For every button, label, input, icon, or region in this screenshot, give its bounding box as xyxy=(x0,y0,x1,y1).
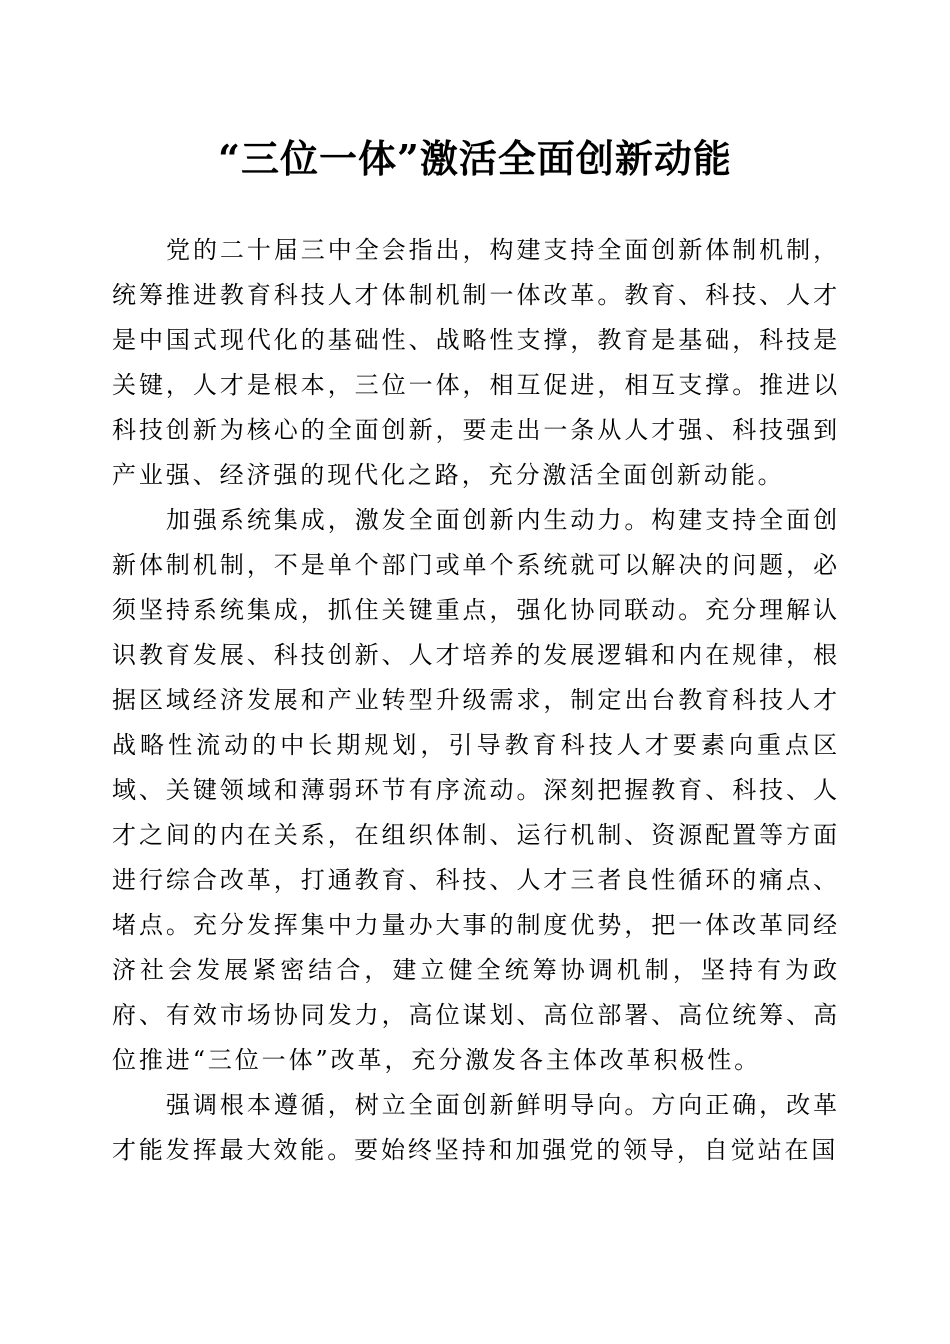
paragraph: 加强系统集成，激发全面创新内生动力。构建支持全面创新体制机制，不是单个部门或单个系统就可以解决的问题，必须坚持系统集成，抓住关键重点，强化协同联动。充分理解认识教育发展、科技创新、人才培养的发展逻辑和内在规律，根据区域经济发展和产业转型升级需求，制定出台教育科技人才战略性流动的中长期规划，引导教育科技人才要素向重点区域、关键领域和薄弱环节有序流动。深刻把握教育、科技、人才之间的内在关系，在组织体制、运行机制、资源配置等方面进行综合改革，打通教育、科技、人才三者良性循环的痛点、堵点。充分发挥集中力量办大事的制度优势，把一体改革同经济社会发展紧密结合，建立健全统筹协调机制，坚持有为政府、有效市场协同发力，高位谋划、高位部署、高位统筹、高位推进“三位一体”改革，充分激发各主体改革积极性。 xyxy=(112,506,840,1074)
document-body xyxy=(112,228,840,1173)
paragraph: 强调根本遵循，树立全面创新鲜明导向。方向正确，改革才能发挥最大效能。要始终坚持和加强党的领导，自觉站在国 xyxy=(112,1091,840,1164)
document-title: “三位一体”激活全面创新动能 xyxy=(218,136,732,181)
paragraph: 党的二十届三中全会指出，构建支持全面创新体制机制，统筹推进教育科技人才体制机制一体改革。教育、科技、人才是中国式现代化的基础性、战略性支撑，教育是基础，科技是关键，人才是根本，三位一体，相互促进，相互支撑。推进以科技创新为核心的全面创新，要走出一条从人才强、科技强到产业强、经济强的现代化之路，充分激活全面创新动能。 xyxy=(112,236,840,489)
